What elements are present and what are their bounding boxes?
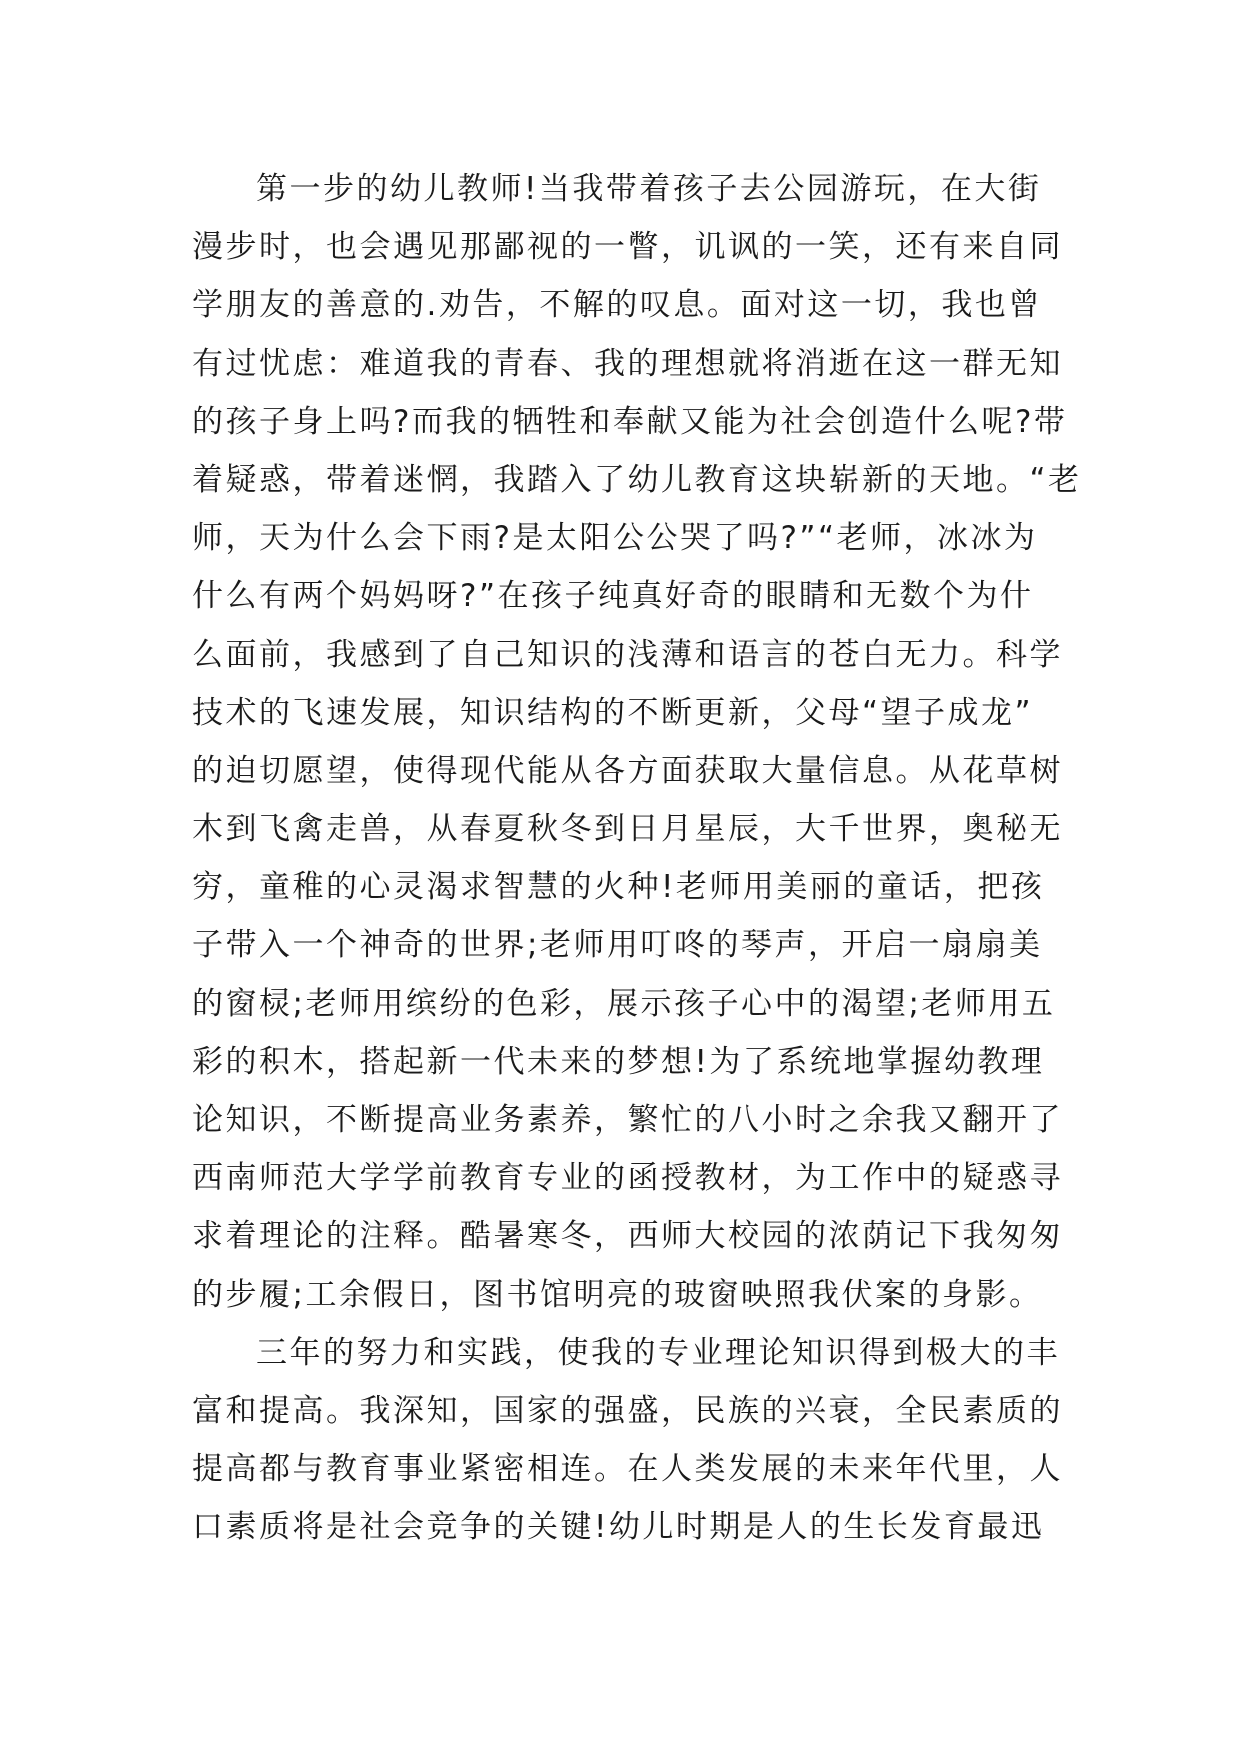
text-line: 彩的积木，搭起新一代未来的梦想!为了系统地掌握幼教理	[192, 1043, 1045, 1080]
text-line: 三年的努力和实践，使我的专业理论知识得到极大的丰	[256, 1334, 1060, 1371]
text-line: 第一步的幼儿教师!当我带着孩子去公园游玩，在大街	[256, 171, 1042, 207]
text-line: 的孩子身上吗?而我的牺牲和奉献又能为社会创造什么呢?带	[192, 403, 1068, 440]
text-line: 口素质将是社会竞争的关键!幼儿时期是人的生长发育最迅	[192, 1509, 1045, 1546]
text-line: 漫步时，也会遇见那鄙视的一瞥，讥讽的一笑，还有来自同	[192, 229, 1063, 266]
text-line: 么面前，我感到了自己知识的浅薄和语言的苍白无力。科学	[192, 636, 1063, 673]
text-line: 富和提高。我深知，国家的强盛，民族的兴衰，全民素质的	[192, 1392, 1063, 1429]
text-line: 师，天为什么会下雨?是太阳公公哭了吗?”“老师，冰冰为	[192, 520, 1038, 557]
text-line: 子带入一个神奇的世界;老师用叮咚的琴声，开启一扇扇美	[192, 927, 1043, 964]
text-line: 求着理论的注释。酷暑寒冬，西师大校园的浓荫记下我匆匆	[192, 1218, 1063, 1255]
document-body	[192, 160, 1082, 1557]
text-line: 提高都与教育事业紧密相连。在人类发展的未来年代里，人	[192, 1451, 1063, 1488]
text-line: 西南师范大学学前教育专业的函授教材，为工作中的疑惑寻	[192, 1160, 1063, 1197]
text-line: 的迫切愿望，使得现代能从各方面获取大量信息。从花草树	[192, 752, 1063, 789]
text-line: 有过忧虑：难道我的青春、我的理想就将消逝在这一群无知	[192, 345, 1063, 382]
text-line: 木到飞禽走兽，从春夏秋冬到日月星辰，大千世界，奥秘无	[192, 811, 1063, 848]
text-line: 论知识，不断提高业务素养，繁忙的八小时之余我又翻开了	[192, 1102, 1063, 1138]
text-line: 的步履;工余假日，图书馆明亮的玻窗映照我伏案的身影。	[192, 1276, 1043, 1313]
text-line: 什么有两个妈妈呀?”在孩子纯真好奇的眼睛和无数个为什	[192, 578, 1034, 615]
text-line: 的窗棂;老师用缤纷的色彩，展示孩子心中的渴望;老师用五	[192, 985, 1056, 1022]
text-line: 穷，童稚的心灵渴求智慧的火种!老师用美丽的童话，把孩	[192, 869, 1045, 906]
text-line: 着疑惑，带着迷惘，我踏入了幼儿教育这块崭新的天地。“老	[192, 461, 1082, 498]
text-line: 技术的飞速发展，知识结构的不断更新，父母“望子成龙”	[192, 694, 1034, 731]
text-line: 学朋友的善意的.劝告，不解的叹息。面对这一切，我也曾	[192, 287, 1042, 324]
